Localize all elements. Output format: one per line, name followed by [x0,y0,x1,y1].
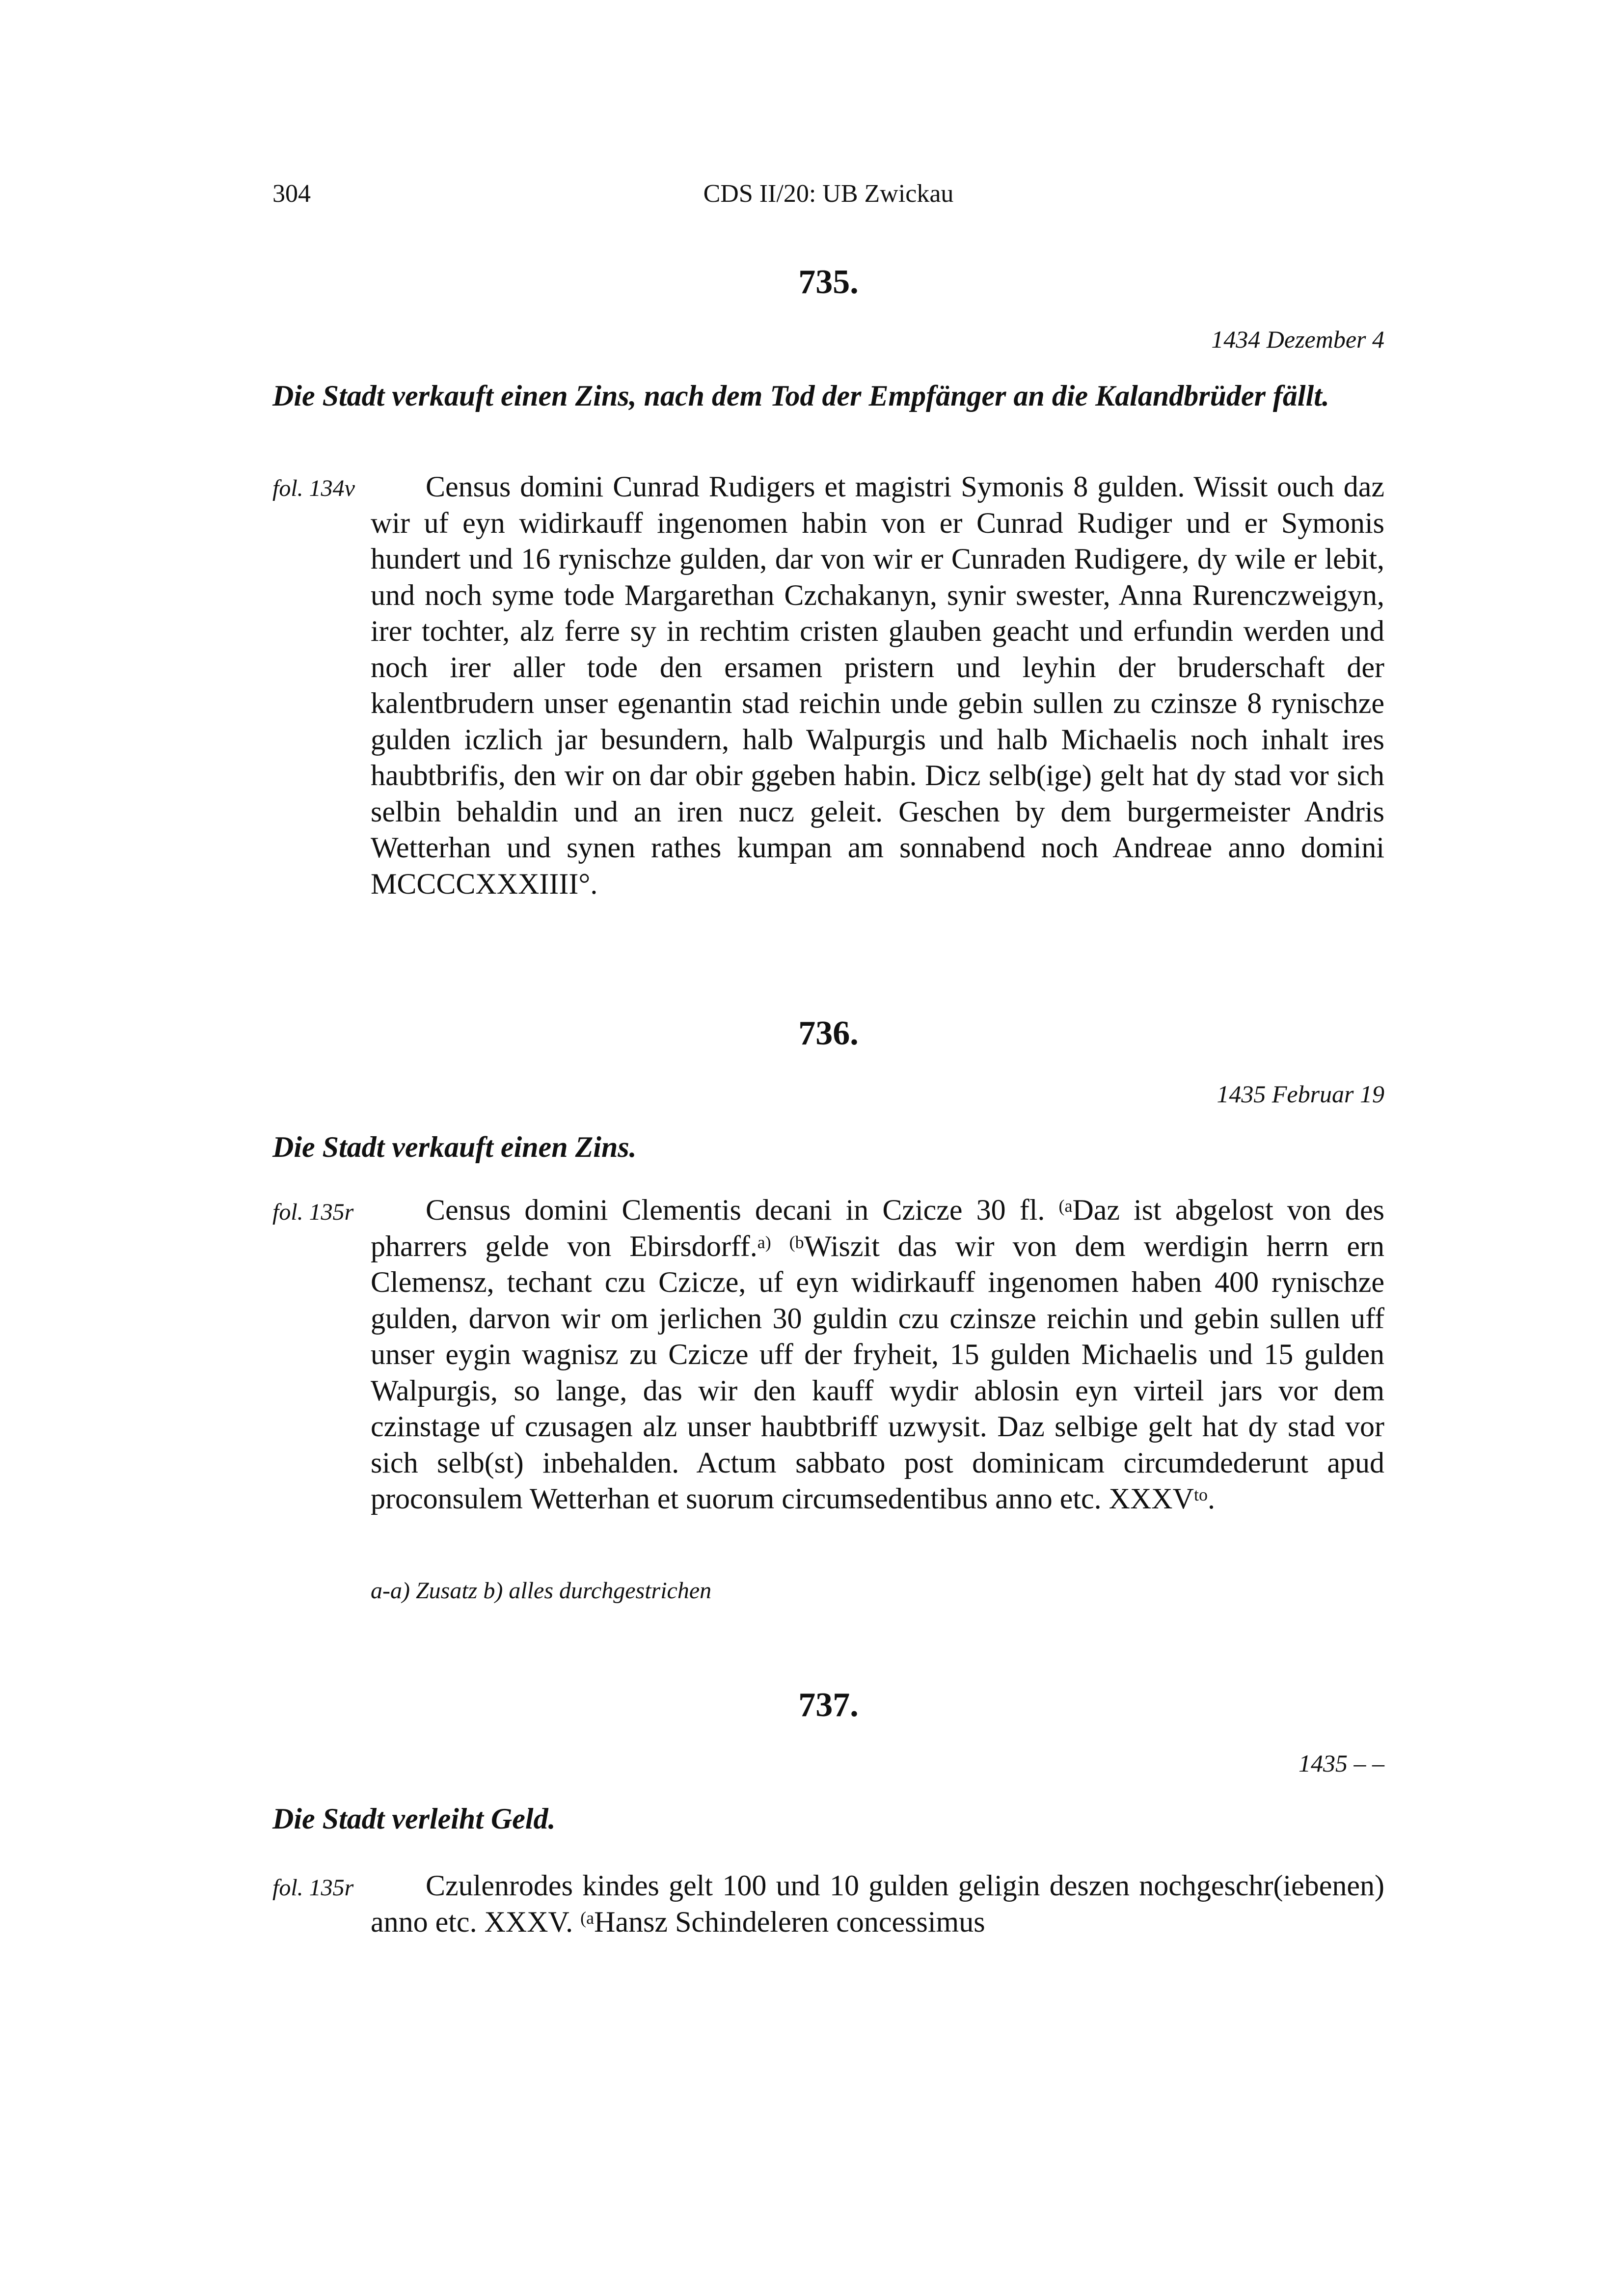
entry-heading: Die Stadt verkauft einen Zins. [272,1131,637,1163]
footnote-marker: (a [1058,1196,1073,1216]
entry-body: Census domini Cunrad Rudigers et magistri Symonis 8 gulden. Wissit ouch daz wir uf eyn widirkauff ingenomen habin von er Cunrad Rudiger und er Symonis hundert und 16 rynischze gulden, dar von wir er Cunraden Rudigere, dy wile er lebit, und noch syme tode Margarethan Czchakanyn, synir swester, Anna Rurenczweigyn, irer tochter, alz ferre sy in rechtim cristen glauben geacht und erfundin werden und noch irer aller tode den ersamen pristern und leyhin der bruderschaft der kalentbrudern unser egenantin stad reichin unde gebin sullen zu czinsze 8 rynischze gulden iczlich jar besundern, halb Walpurgis und halb Michaelis noch inhalt ires haubtbrifis, den wir on dar obir ggeben habin. Dicz selb(ige) gelt hat dy stad vor sich selbin behaldin und an iren nucz geleit. Geschen by dem burgermeister Andris Wetterhan und synen rathes kumpan am sonnabend noch Andreae anno domini MCCCCXXXIIII°. [371,470,1384,900]
body-text: Daz ist abgelost von des pharrers gelde von Ebirsdorff. [371,1194,1384,1262]
page-number: 304 [272,180,311,208]
body-text: Wiszit das wir von dem werdigin herrn ern Clemensz, techant czu Czicze, uf eyn widirkauff ingenomen haben 400 rynischze gulden, darvon wir om jerlichen 30 guldin czu czinsze reichin und gebin sullen uff unser eygin wagnisz zu Czicze uff der fryheit, 15 gulden Michaelis und 15 gulden Walpurgis, so lange, das wir den kauff wydir ablosin eyn virteil jars vor dem czinstage uf czusagen alz unser haubtbriff uzwysit. Daz selbige gelt hat dy stad vor sich selb(st) inbehalden. Actum sabbato post dominicam circumdederunt apud proconsulem Wetterhan et suorum circumsedentibus anno etc. XXXV [371,1230,1385,1515]
entry-number: 735. [798,263,859,301]
entry-date: 1435 Februar 19 [1217,1080,1384,1108]
body-text [771,1230,789,1262]
body-text: Hansz Schindeleren concessimus [594,1905,985,1938]
body-text: Czulenrodes kindes gelt 100 und 10 gulden geligin deszen nochgeschr(iebenen) anno etc. XXXV. [371,1869,1384,1938]
footnote-marker: (b [789,1232,804,1252]
folio-reference: fol. 135r [272,1875,354,1901]
folio-reference: fol. 135r [272,1199,354,1225]
running-title: CDS II/20: UB Zwickau [703,180,954,208]
footnote-marker: (a [580,1908,595,1928]
entry-date: 1435 – – [1298,1749,1384,1777]
folio-reference: fol. 134v [272,475,355,501]
body-text: Census domini Clementis decani in Czicze 30 fl. [426,1194,1059,1226]
body-text: . [1207,1482,1215,1515]
superscript: to [1193,1485,1208,1504]
entry-date: 1434 Dezember 4 [1211,326,1384,353]
entry-heading: Die Stadt verleiht Geld. [272,1803,556,1835]
page-header [272,177,1384,211]
footnote-marker: a) [757,1232,771,1252]
entry-body [371,1192,1384,1517]
entry-number: 737. [798,1686,859,1724]
entry-body [371,1868,1384,1940]
entry-number: 736. [798,1014,859,1052]
entry-heading: Die Stadt verkauft einen Zins, nach dem Tod der Empfänger an die Kalandbrüder fällt. [272,380,1329,412]
footnote-apparatus: a-a) Zusatz b) alles durchgestrichen [371,1578,712,1604]
